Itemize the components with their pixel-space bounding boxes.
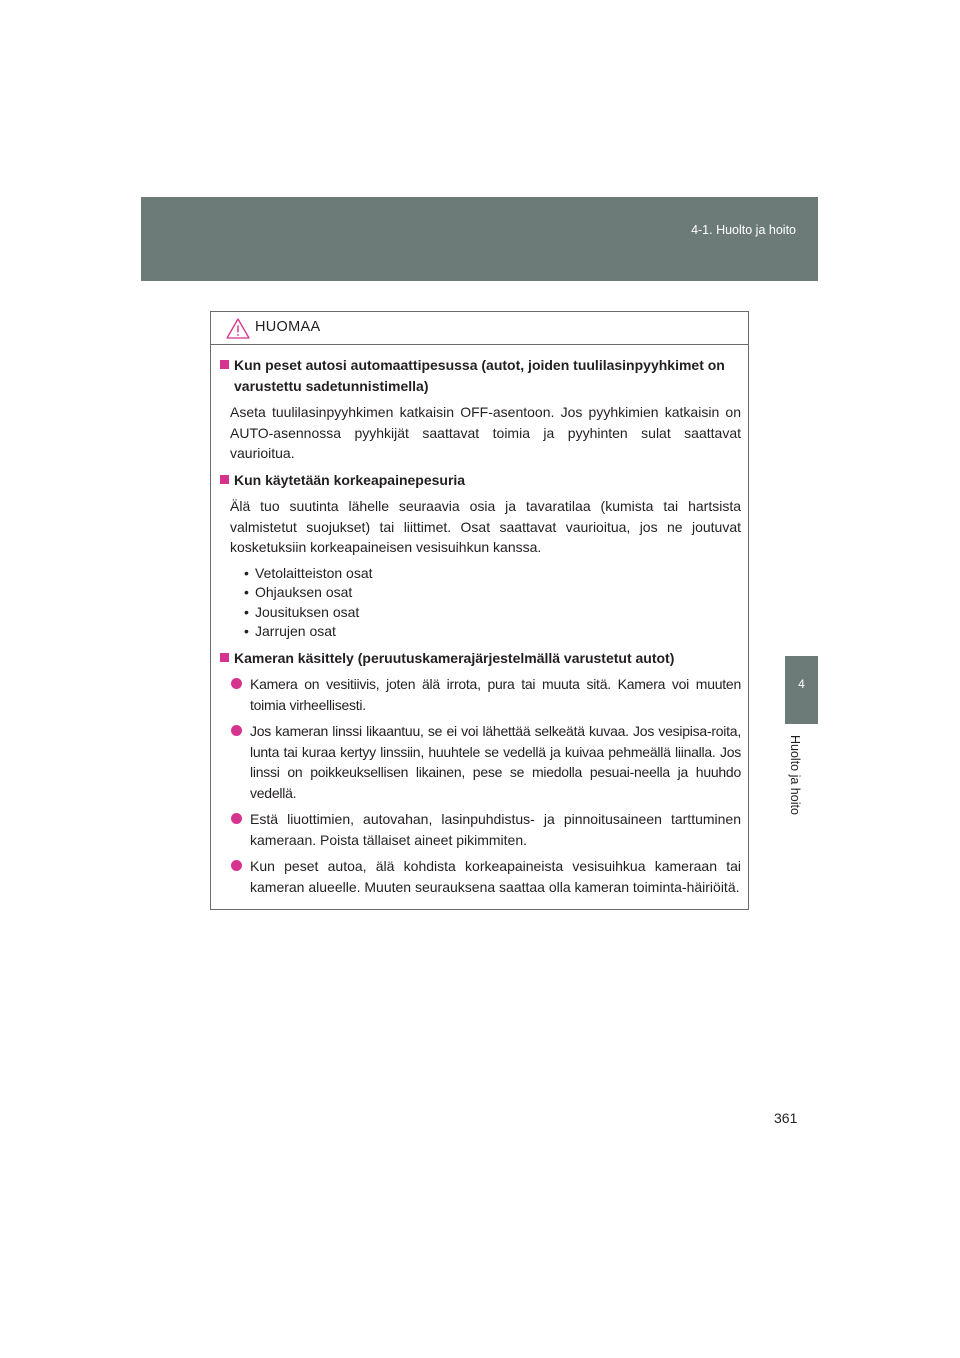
dot-list-item xyxy=(220,721,741,803)
page-number: 361 xyxy=(774,1110,798,1126)
item-text: Kun peset autoa, älä kohdista korkeapaineista vesisuihkua kameraan tai kameran alueelle. Muuten seurauksena saattaa olla kameran toiminta-häiriöitä. xyxy=(250,858,741,895)
section-heading xyxy=(220,355,741,396)
list-item: • Ohjauksen osat xyxy=(244,583,741,603)
item-text: Kamera on vesitiivis, joten älä irrota, pura tai muuta sitä. Kamera voi muuten toimia virheellisesti. xyxy=(250,676,741,713)
heading-text: Kameran käsittely (peruutuskamerajärjestelmällä varustetut autot) xyxy=(234,649,675,666)
chapter-number: 4 xyxy=(798,677,805,691)
chapter-header-band xyxy=(141,197,818,281)
bullet-list xyxy=(220,564,741,642)
square-bullet-icon xyxy=(220,360,229,369)
square-bullet-icon xyxy=(220,653,229,662)
notice-body xyxy=(211,345,748,897)
dot-list-item xyxy=(220,809,741,850)
circle-bullet-icon xyxy=(231,678,242,689)
section-heading xyxy=(220,470,741,491)
notice-box xyxy=(210,311,749,910)
heading-text: Kun peset autosi automaattipesussa (autot, joiden tuulilasinpyyhkimet on varustettu sadetunnistimella) xyxy=(234,357,725,394)
notice-title: HUOMAA xyxy=(255,319,321,335)
list-item: • Jarrujen osat xyxy=(244,622,741,642)
heading-text: Kun käytetään korkeapainepesuria xyxy=(234,471,466,488)
list-item: • Vetolaitteiston osat xyxy=(244,564,741,584)
circle-bullet-icon xyxy=(231,860,242,871)
paragraph: Älä tuo suutinta lähelle seuraavia osia ja tavaratilaa (kumista tai hartsista valmistetut suojukset) tai liittimet. Osat saattavat vaurioitua, jos ne joutuvat kosketuksiin korkeapaineisen vesisuihkun kanssa. xyxy=(230,498,741,555)
item-text: Jos kameran linssi likaantuu, se ei voi lähettää selkeätä kuvaa. Jos vesipisa-roita, lunta tai kuraa kertyy linssiin, huuhtele se vedellä ja kuivaa pehmeällä liinalla. Jos linssi on poikkeuksellisen likainen, pese se miedolla pesuai-neella ja huuhdo vedellä. xyxy=(250,723,741,801)
section-heading xyxy=(220,648,741,669)
circle-bullet-icon xyxy=(231,813,242,824)
dot-list-item xyxy=(220,674,741,715)
list-item: • Jousituksen osat xyxy=(244,603,741,623)
chapter-side-label: Huolto ja hoito xyxy=(788,735,802,815)
warning-triangle-icon xyxy=(226,318,250,339)
paragraph: Aseta tuulilasinpyyhkimen katkaisin OFF-asentoon. Jos pyyhkimien katkaisin on AUTO-asennossa pyyhkijät saattavat toimia ja pyyhinten sulat saattavat vaurioitua. xyxy=(230,404,741,461)
circle-bullet-icon xyxy=(231,725,242,736)
item-text: Estä liuottimien, autovahan, lasinpuhdistus- ja pinnoitusaineen tarttuminen kameraan. Poista tällaiset aineet pikimmiten. xyxy=(250,811,741,848)
square-bullet-icon xyxy=(220,475,229,484)
chapter-tab xyxy=(785,656,818,724)
dot-list-item xyxy=(220,856,741,897)
notice-title-bar xyxy=(211,312,748,345)
section-title: 4-1. Huolto ja hoito xyxy=(691,223,796,237)
